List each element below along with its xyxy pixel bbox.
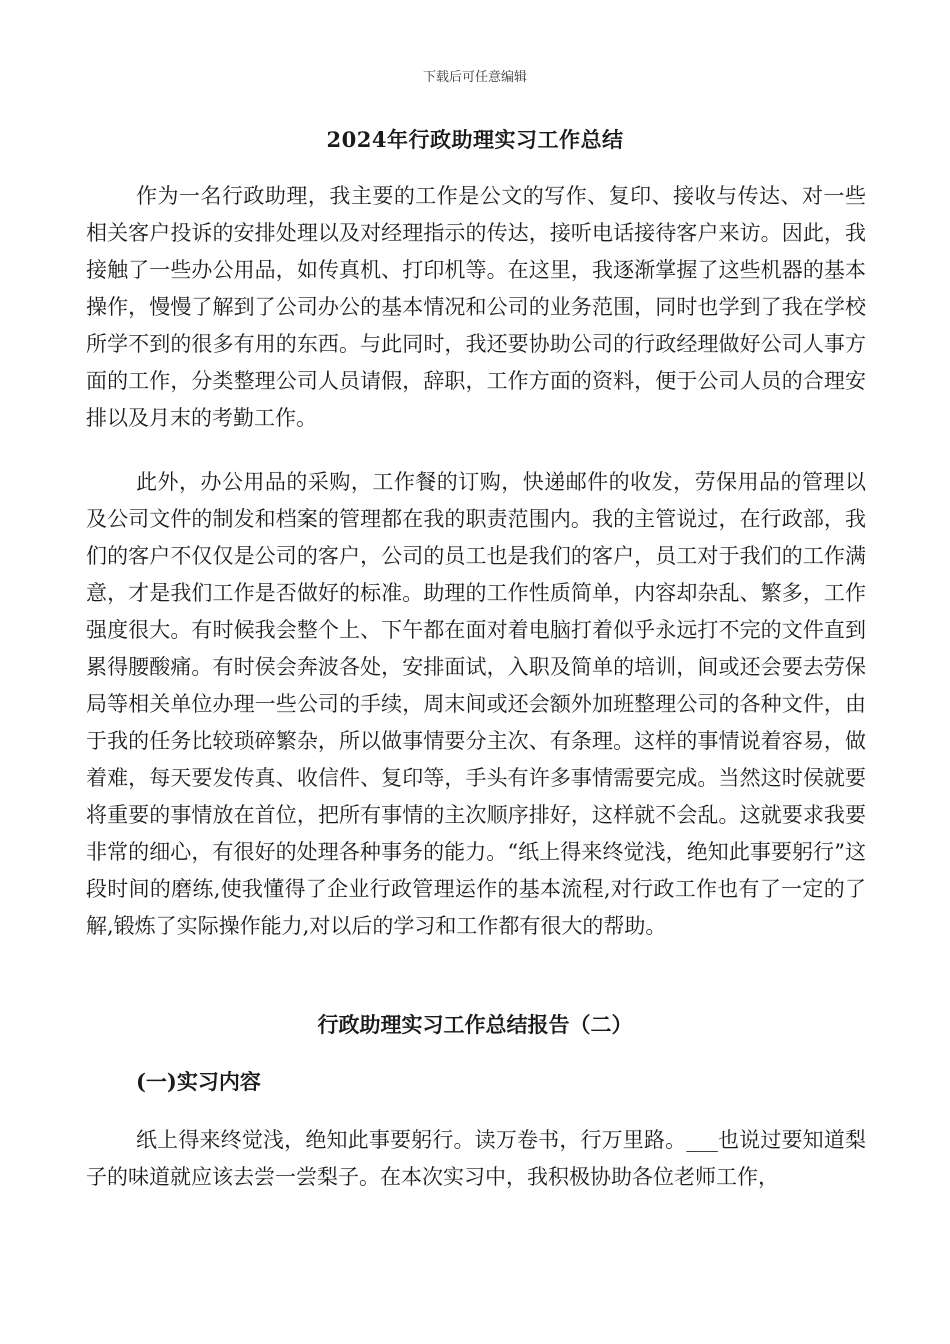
subsection-title: (一)实习内容: [136, 1069, 261, 1094]
paragraph-responsibilities: 此外，办公用品的采购，工作餐的订购，快递邮件的收发，劳保用品的管理以及公司文件的制发和档案的管理都在我的职责范围内。我的主管说过，在行政部，我们的客户不仅仅是公司的客户，公司的员工也是我们的客户，员工对于我们的工作满意，才是我们工作是否做好的标准。助理的工作性质简单，内容却杂乱、繁多，工作强度很大。有时候我会整个上、下午都在面对着电脑打着似乎永远打不完的文件直到累得腰酸痛。有时侯会奔波各处，安排面试，入职及简单的培训，间或还会要去劳保局等相关单位办理一些公司的手续，周末间或还会额外加班整理公司的各种文件，由于我的任务比较琐碎繁杂，所以做事情要分主次、有条理。这样的事情说着容易，做着难，每天要发传真、收信件、复印等，手头有许多事情需要完成。当然这时侯就要将重要的事情放在首位，把所有事情的主次顺序排好，这样就不会乱。这就要求我要非常的细心，有很好的处理各种事务的能力。“纸上得来终觉浅，绝知此事要躬行”这段时间的磨练,使我懂得了企业行政管理运作的基本流程,对行政工作也有了一定的了解,锻炼了实际操作能力,对以后的学习和工作都有很大的帮助。: [86, 470, 866, 938]
section-title: 行政助理实习工作总结报告（二）: [317, 1012, 633, 1037]
document-title: 2024年行政助理实习工作总结: [326, 127, 624, 152]
paragraph-duties: 作为一名行政助理，我主要的工作是公文的写作、复印、接收与传达、对一些相关客户投诉的安排处理以及对经理指示的传达，接听电话接待客户来访。因此，我接触了一些办公用品，如传真机、打印机等。在这里，我逐渐掌握了这些机器的基本操作，慢慢了解到了公司办公的基本情况和公司的业务范围，同时也学到了我在学校所学不到的很多有用的东西。与此同时，我还要协助公司的行政经理做好公司人事方面的工作，分类整理公司人员请假，辞职，工作方面的资料，便于公司人员的合理安排以及月末的考勤工作。: [86, 184, 866, 430]
header-note: 下载后可任意编辑: [422, 70, 527, 85]
paragraph-internship-content: 纸上得来终觉浅，绝知此事要躬行。读万卷书，行万里路。___也说过要知道梨子的味道就应该去尝一尝梨子。在本次实习中，我积极协助各位老师工作，: [86, 1128, 866, 1189]
